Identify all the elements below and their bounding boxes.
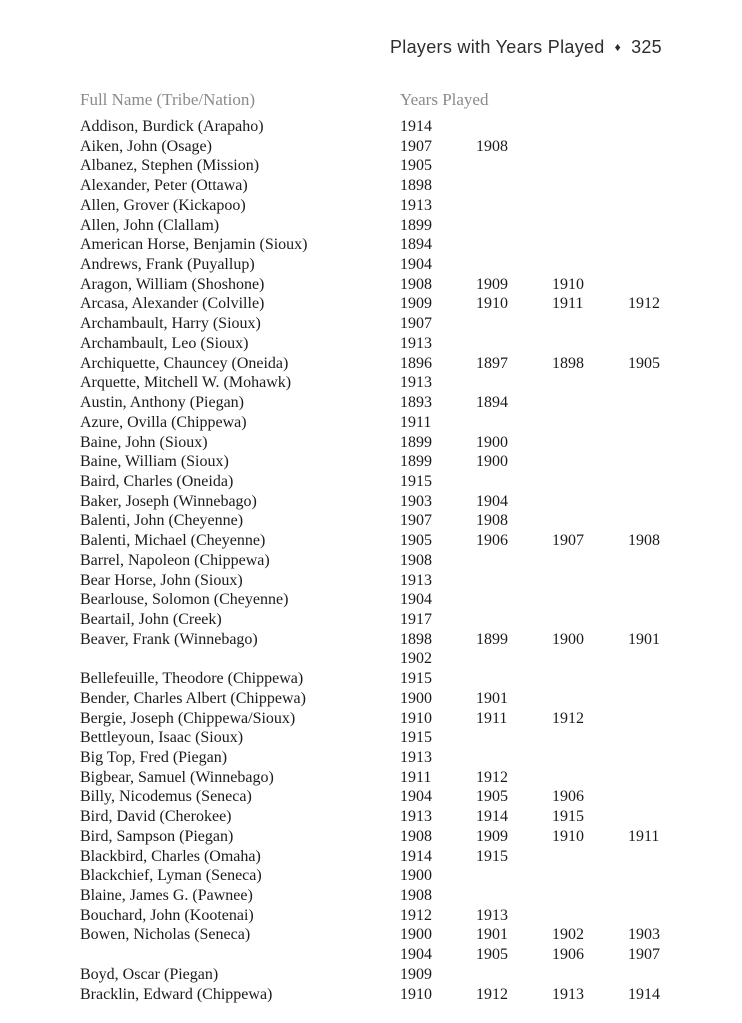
table-row [0, 886, 742, 906]
year-value: 1905 [476, 946, 508, 964]
table-row [0, 551, 742, 571]
table-row [0, 354, 742, 374]
year-value: 1907 [400, 137, 432, 155]
player-name: Bracklin, Edward (Chippewa) [80, 985, 273, 1003]
table-row [0, 511, 742, 531]
year-value: 1914 [400, 847, 432, 865]
year-value: 1900 [400, 926, 432, 944]
year-value: 1907 [552, 532, 584, 550]
year-value: 1913 [400, 196, 432, 214]
year-value: 1911 [476, 709, 508, 727]
player-name: Bird, David (Cherokee) [80, 808, 232, 826]
table-row [0, 294, 742, 314]
year-value: 1904 [400, 788, 432, 806]
table-row [0, 807, 742, 827]
player-name: Bird, Sampson (Piegan) [80, 827, 234, 845]
player-name: Archambault, Harry (Sioux) [80, 315, 261, 333]
year-value: 1913 [476, 906, 508, 924]
table-row [0, 748, 742, 768]
year-value: 1915 [400, 472, 432, 490]
players-table [0, 117, 742, 1004]
player-name: Aiken, John (Osage) [80, 137, 212, 155]
year-value: 1894 [476, 394, 508, 412]
player-name: Boyd, Oscar (Piegan) [80, 965, 219, 983]
year-value: 1905 [400, 532, 432, 550]
table-row [0, 196, 742, 216]
year-value: 1909 [400, 295, 432, 313]
table-row [0, 925, 742, 945]
player-name: Bettleyoun, Isaac (Sioux) [80, 729, 244, 747]
player-name: Aragon, William (Shoshone) [80, 275, 265, 293]
diamond-separator-icon: ♦ [614, 40, 622, 54]
table-row [0, 768, 742, 788]
year-value: 1903 [628, 926, 660, 944]
player-name: Barrel, Napoleon (Chippewa) [80, 551, 270, 569]
year-value: 1910 [552, 827, 584, 845]
player-name: Baine, William (Sioux) [80, 453, 229, 471]
year-value: 1903 [400, 492, 432, 510]
player-name: Balenti, John (Cheyenne) [80, 512, 244, 530]
table-row [0, 610, 742, 630]
player-name: Bearlouse, Solomon (Cheyenne) [80, 591, 289, 609]
player-name: Balenti, Michael (Cheyenne) [80, 532, 266, 550]
year-value: 1904 [400, 946, 432, 964]
player-name: Beaver, Frank (Winnebago) [80, 630, 258, 648]
player-name: Arcasa, Alexander (Colville) [80, 295, 265, 313]
table-row [0, 373, 742, 393]
player-name: Bigbear, Samuel (Winnebago) [80, 768, 274, 786]
table-row [0, 472, 742, 492]
year-value: 1917 [400, 610, 432, 628]
player-name: Andrews, Frank (Puyallup) [80, 256, 255, 274]
year-value: 1913 [400, 334, 432, 352]
column-header-full-name: Full Name (Tribe/Nation) [80, 90, 256, 109]
year-value: 1898 [400, 177, 432, 195]
year-value: 1904 [400, 591, 432, 609]
player-name: Beartail, John (Creek) [80, 610, 222, 628]
player-name: Bergie, Joseph (Chippewa/Sioux) [80, 709, 296, 727]
player-name: Austin, Anthony (Piegan) [80, 394, 244, 412]
year-value: 1915 [476, 847, 508, 865]
year-value: 1908 [400, 827, 432, 845]
table-row [0, 156, 742, 176]
player-name: Arquette, Mitchell W. (Mohawk) [80, 374, 292, 392]
player-name: Baine, John (Sioux) [80, 433, 208, 451]
table-row [0, 709, 742, 729]
year-value: 1898 [552, 354, 584, 372]
table-row [0, 985, 742, 1005]
year-value: 1906 [476, 532, 508, 550]
year-value: 1907 [400, 512, 432, 530]
year-value: 1911 [552, 295, 584, 313]
year-value: 1901 [628, 630, 660, 648]
year-value: 1894 [400, 236, 432, 254]
player-name: Billy, Nicodemus (Seneca) [80, 788, 252, 806]
year-value: 1906 [552, 788, 584, 806]
player-name: Baird, Charles (Oneida) [80, 472, 234, 490]
year-value: 1908 [400, 551, 432, 569]
year-value: 1905 [476, 788, 508, 806]
year-value: 1896 [400, 354, 432, 372]
player-name: Big Top, Fred (Piegan) [80, 749, 228, 766]
page-number: 325 [631, 37, 662, 57]
year-value: 1908 [476, 512, 508, 530]
table-row [0, 235, 742, 255]
year-value: 1900 [476, 453, 508, 471]
running-header-title: Players with Years Played [390, 37, 605, 57]
player-name: Bellefeuille, Theodore (Chippewa) [80, 670, 304, 688]
player-name: Archambault, Leo (Sioux) [80, 334, 249, 352]
running-header [390, 36, 662, 58]
year-value: 1910 [400, 709, 432, 727]
table-row [0, 669, 742, 689]
year-value: 1901 [476, 926, 508, 944]
player-name: Addison, Burdick (Arapaho) [80, 118, 264, 135]
table-row [0, 571, 742, 591]
player-name: Allen, John (Clallam) [80, 216, 220, 234]
year-value: 1913 [400, 374, 432, 392]
year-value: 1906 [552, 946, 584, 964]
year-value: 1914 [400, 118, 432, 135]
table-row [0, 630, 742, 650]
year-value: 1907 [400, 315, 432, 333]
year-value: 1913 [400, 808, 432, 826]
year-value: 1915 [400, 670, 432, 688]
player-name: Bear Horse, John (Sioux) [80, 571, 243, 589]
year-value: 1913 [400, 749, 432, 766]
year-value: 1909 [476, 275, 508, 293]
table-row [0, 216, 742, 236]
year-value: 1913 [552, 985, 584, 1003]
year-value: 1912 [476, 768, 508, 786]
table-row [0, 413, 742, 433]
year-value: 1911 [400, 413, 432, 431]
year-value: 1897 [476, 354, 508, 372]
year-value: 1908 [400, 275, 432, 293]
year-value: 1908 [400, 887, 432, 905]
table-row [0, 590, 742, 610]
year-value: 1912 [552, 709, 584, 727]
year-value: 1912 [628, 295, 660, 313]
player-name: Blackbird, Charles (Omaha) [80, 847, 261, 865]
player-name: Baker, Joseph (Winnebago) [80, 492, 257, 510]
year-value: 1899 [476, 630, 508, 648]
year-value: 1911 [628, 827, 660, 845]
table-row [0, 433, 742, 453]
table-row [0, 275, 742, 295]
year-value: 1905 [400, 157, 432, 175]
table-row [0, 728, 742, 748]
player-name: Blackchief, Lyman (Seneca) [80, 867, 262, 885]
table-row [0, 137, 742, 157]
table-row [0, 847, 742, 867]
year-value: 1905 [628, 354, 660, 372]
table-row [0, 452, 742, 472]
year-value: 1901 [476, 689, 508, 707]
table-row [0, 531, 742, 551]
year-value: 1898 [400, 630, 432, 648]
player-name: Bouchard, John (Kootenai) [80, 906, 254, 924]
table-row [0, 314, 742, 334]
year-value: 1914 [628, 985, 660, 1003]
year-value: 1911 [400, 768, 432, 786]
column-header-years-played: Years Played [400, 90, 489, 109]
table-row [0, 492, 742, 512]
year-value: 1900 [552, 630, 584, 648]
year-value: 1908 [628, 532, 660, 550]
player-name: Alexander, Peter (Ottawa) [80, 177, 248, 195]
player-name: American Horse, Benjamin (Sioux) [80, 236, 308, 254]
year-value: 1915 [552, 808, 584, 826]
year-value: 1900 [400, 867, 432, 885]
year-value: 1914 [476, 808, 508, 826]
year-value: 1904 [476, 492, 508, 510]
player-name: Blaine, James G. (Pawnee) [80, 887, 253, 905]
year-value: 1904 [400, 256, 432, 274]
table-row [0, 827, 742, 847]
year-value: 1909 [400, 965, 432, 983]
year-value: 1900 [400, 689, 432, 707]
year-value: 1907 [628, 946, 660, 964]
table-row [0, 945, 742, 965]
table-row [0, 393, 742, 413]
year-value: 1899 [400, 433, 432, 451]
player-name: Albanez, Stephen (Mission) [80, 157, 260, 175]
year-value: 1912 [400, 906, 432, 924]
player-name: Bowen, Nicholas (Seneca) [80, 926, 251, 944]
year-value: 1910 [400, 985, 432, 1003]
year-value: 1910 [476, 295, 508, 313]
table-row [0, 117, 742, 137]
year-value: 1893 [400, 394, 432, 412]
year-value: 1909 [476, 827, 508, 845]
year-value: 1912 [476, 985, 508, 1003]
player-name: Archiquette, Chauncey (Oneida) [80, 354, 289, 372]
year-value: 1902 [552, 926, 584, 944]
player-name: Bender, Charles Albert (Chippewa) [80, 689, 306, 707]
year-value: 1899 [400, 453, 432, 471]
table-row [0, 689, 742, 709]
year-value: 1915 [400, 729, 432, 747]
table-row [0, 906, 742, 926]
year-value: 1910 [552, 275, 584, 293]
year-value: 1900 [476, 433, 508, 451]
player-name: Azure, Ovilla (Chippewa) [80, 413, 247, 431]
table-row [0, 255, 742, 275]
year-value: 1908 [476, 137, 508, 155]
table-row [0, 334, 742, 354]
table-row [0, 965, 742, 985]
year-value: 1899 [400, 216, 432, 234]
year-value: 1902 [400, 650, 432, 668]
table-row [0, 866, 742, 886]
year-value: 1913 [400, 571, 432, 589]
table-row [0, 787, 742, 807]
table-row [0, 176, 742, 196]
player-name: Allen, Grover (Kickapoo) [80, 196, 246, 214]
table-row [0, 649, 742, 669]
